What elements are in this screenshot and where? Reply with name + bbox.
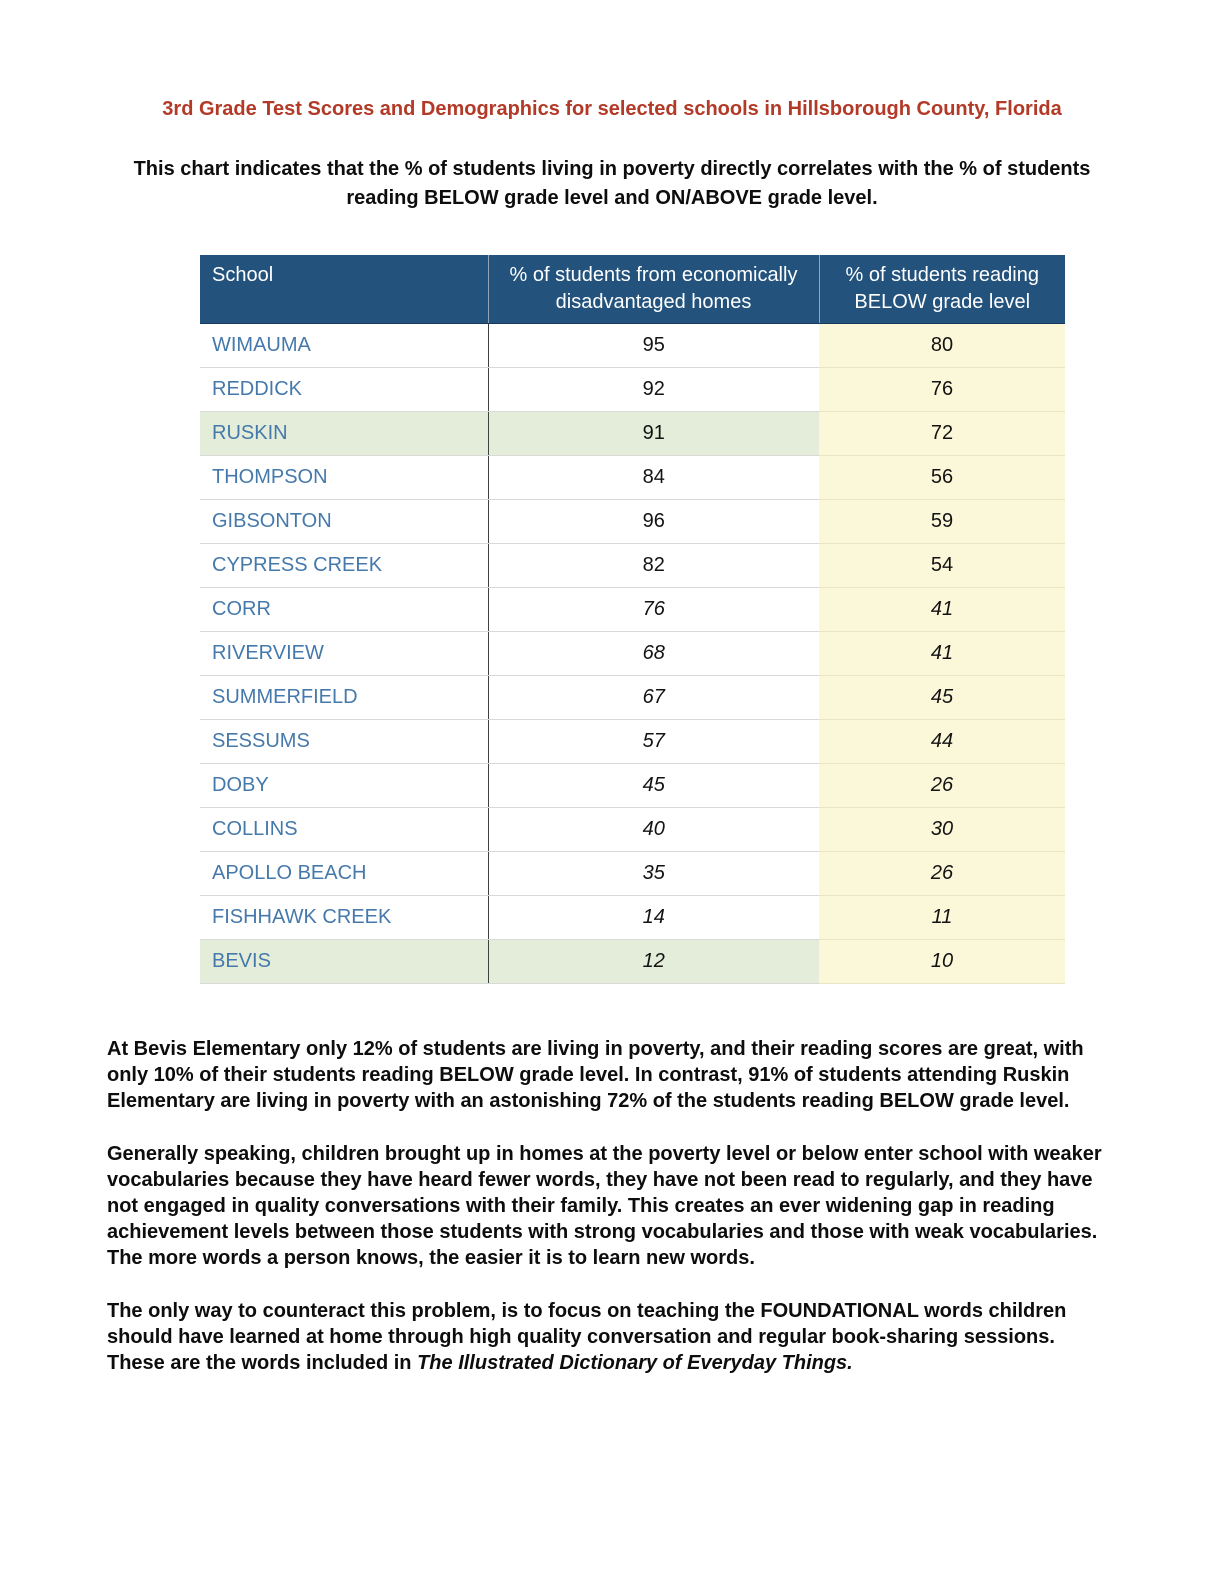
cell-below: 26	[819, 764, 1065, 808]
table-row	[200, 544, 1065, 588]
cell-below: 10	[819, 940, 1065, 984]
cell-below: 56	[819, 456, 1065, 500]
cell-below: 72	[819, 412, 1065, 456]
paragraph-foundational-words	[107, 1298, 1118, 1376]
table-row	[200, 368, 1065, 412]
cell-disadvantaged: 76	[488, 588, 819, 632]
cell-disadvantaged: 84	[488, 456, 819, 500]
column-header-disadvantaged: % of students from economically disadvantaged homes	[488, 255, 819, 324]
table-row	[200, 852, 1065, 896]
cell-below: 41	[819, 588, 1065, 632]
cell-disadvantaged: 68	[488, 632, 819, 676]
cell-disadvantaged: 82	[488, 544, 819, 588]
cell-below: 26	[819, 852, 1065, 896]
table-header	[200, 255, 1065, 324]
cell-school: REDDICK	[200, 368, 488, 412]
scores-table	[200, 255, 1065, 984]
cell-school: RIVERVIEW	[200, 632, 488, 676]
cell-disadvantaged: 57	[488, 720, 819, 764]
table-row	[200, 896, 1065, 940]
column-header-below: % of students reading BELOW grade level	[819, 255, 1065, 324]
paragraph-bevis-ruskin: At Bevis Elementary only 12% of students are living in poverty, and their reading scores are great, with only 10% of their students reading BELOW grade level. In contrast, 91% of students attending Ruskin Elementary are living in poverty with an astonishing 72% of the students reading BELOW grade level.	[107, 1038, 1084, 1112]
cell-school: COLLINS	[200, 808, 488, 852]
cell-school: GIBSONTON	[200, 500, 488, 544]
book-title: The Illustrated Dictionary of Everyday Things.	[417, 1352, 853, 1374]
paragraph-vocabulary-gap: Generally speaking, children brought up in homes at the poverty level or below enter school with weaker vocabularies because they have heard fewer words, they have not been read to regularly, and they have not engaged in quality conversations with their family. This creates an ever widening gap in reading achievement levels between those students with strong vocabularies and those with weak vocabularies. The more words a person knows, the easier it is to learn new words.	[107, 1143, 1102, 1269]
cell-below: 11	[819, 896, 1065, 940]
table-row	[200, 500, 1065, 544]
table-body	[200, 324, 1065, 984]
column-header-school: School	[200, 255, 488, 324]
cell-below: 54	[819, 544, 1065, 588]
page-title: 3rd Grade Test Scores and Demographics for selected schools in Hillsborough County, Florida	[162, 98, 1062, 120]
paragraph-foundational-text: The only way to counteract this problem, is to focus on teaching the FOUNDATIONAL words children should have learned at home through high quality conversation and regular book-sharing sessions. These are the words included in	[107, 1300, 1067, 1374]
cell-disadvantaged: 35	[488, 852, 819, 896]
cell-disadvantaged: 12	[488, 940, 819, 984]
table-row	[200, 632, 1065, 676]
cell-school: THOMPSON	[200, 456, 488, 500]
table-row	[200, 456, 1065, 500]
cell-school: WIMAUMA	[200, 324, 488, 368]
body-text	[107, 1036, 1118, 1376]
cell-below: 45	[819, 676, 1065, 720]
table-row	[200, 412, 1065, 456]
cell-school: DOBY	[200, 764, 488, 808]
cell-below: 80	[819, 324, 1065, 368]
cell-below: 59	[819, 500, 1065, 544]
table-header-row	[200, 255, 1065, 324]
cell-school: SESSUMS	[200, 720, 488, 764]
table-row	[200, 808, 1065, 852]
cell-disadvantaged: 92	[488, 368, 819, 412]
cell-disadvantaged: 14	[488, 896, 819, 940]
cell-disadvantaged: 95	[488, 324, 819, 368]
table-row	[200, 720, 1065, 764]
table-row	[200, 588, 1065, 632]
table-row	[200, 940, 1065, 984]
cell-below: 30	[819, 808, 1065, 852]
table-row	[200, 764, 1065, 808]
cell-below: 76	[819, 368, 1065, 412]
table-row	[200, 676, 1065, 720]
cell-disadvantaged: 40	[488, 808, 819, 852]
cell-school: BEVIS	[200, 940, 488, 984]
cell-school: RUSKIN	[200, 412, 488, 456]
cell-school: APOLLO BEACH	[200, 852, 488, 896]
cell-disadvantaged: 96	[488, 500, 819, 544]
cell-disadvantaged: 67	[488, 676, 819, 720]
cell-disadvantaged: 45	[488, 764, 819, 808]
page-subtitle: This chart indicates that the % of students living in poverty directly correlates with the % of students reading BELOW grade level and ON/ABOVE grade level.	[133, 158, 1091, 209]
cell-below: 41	[819, 632, 1065, 676]
cell-below: 44	[819, 720, 1065, 764]
cell-school: SUMMERFIELD	[200, 676, 488, 720]
table-row	[200, 324, 1065, 368]
cell-disadvantaged: 91	[488, 412, 819, 456]
cell-school: CYPRESS CREEK	[200, 544, 488, 588]
cell-school: CORR	[200, 588, 488, 632]
cell-school: FISHHAWK CREEK	[200, 896, 488, 940]
